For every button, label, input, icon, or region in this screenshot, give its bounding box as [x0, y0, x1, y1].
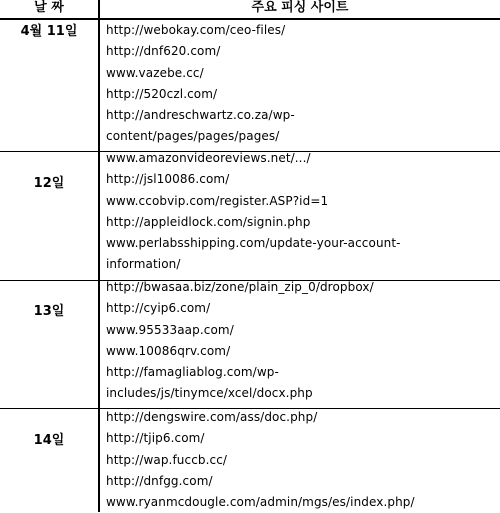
- site-url: www.ccobvip.com/register.ASP?id=1: [106, 193, 329, 208]
- column-divider: [98, 0, 100, 512]
- date-cell: 12일: [33, 176, 65, 191]
- site-url: http://dengswire.com/ass/doc.php/: [106, 410, 318, 424]
- table-row-group: [0, 20, 500, 151]
- site-url: information/: [106, 257, 181, 272]
- table-row-group: [0, 151, 500, 280]
- table-header-row: [0, 0, 500, 20]
- site-url: http://cyip6.com/: [106, 301, 211, 316]
- table-row-group: [0, 408, 500, 512]
- site-url: www.amazonvideoreviews.net/.../: [106, 151, 311, 165]
- site-url: http://appleidlock.com/signin.php: [106, 214, 311, 229]
- date-cell: 13일: [33, 304, 65, 319]
- site-url: http://dnf620.com/: [106, 44, 221, 59]
- site-url: www.vazebe.cc/: [106, 65, 204, 80]
- site-url: http://tjip6.com/: [106, 431, 205, 446]
- site-url: content/pages/pages/pages/: [106, 129, 280, 144]
- site-url: http://dnfgg.com/: [106, 473, 213, 488]
- site-url: includes/js/tinymce/xcel/docx.php: [106, 386, 313, 401]
- site-url: http://520czl.com/: [106, 86, 218, 101]
- date-cell: 4월 11일: [20, 24, 78, 39]
- site-url: www.ryanmcdougle.com/admin/mgs/es/index.php/: [106, 495, 415, 510]
- site-url: www.10086qrv.com/: [106, 343, 231, 358]
- site-url: http://andreschwartz.co.za/wp-: [106, 108, 295, 123]
- site-url: http://webokay.com/ceo-files/: [106, 23, 286, 37]
- date-column-header: 날 짜: [34, 0, 64, 15]
- site-url: http://wap.fuccb.cc/: [106, 452, 228, 467]
- site-column-header: 주요 피싱 사이트: [251, 0, 349, 15]
- site-url: www.perlabsshipping.com/update-your-account-: [106, 236, 401, 251]
- site-url: http://jsl10086.com/: [106, 172, 230, 187]
- site-url: http://famagliablog.com/wp-: [106, 365, 279, 380]
- table-row-group: [0, 280, 500, 408]
- site-url: www.95533aap.com/: [106, 322, 234, 337]
- date-cell: 14일: [33, 433, 65, 448]
- site-url: http://bwasaa.biz/zone/plain_zip_0/dropbox/: [106, 280, 374, 294]
